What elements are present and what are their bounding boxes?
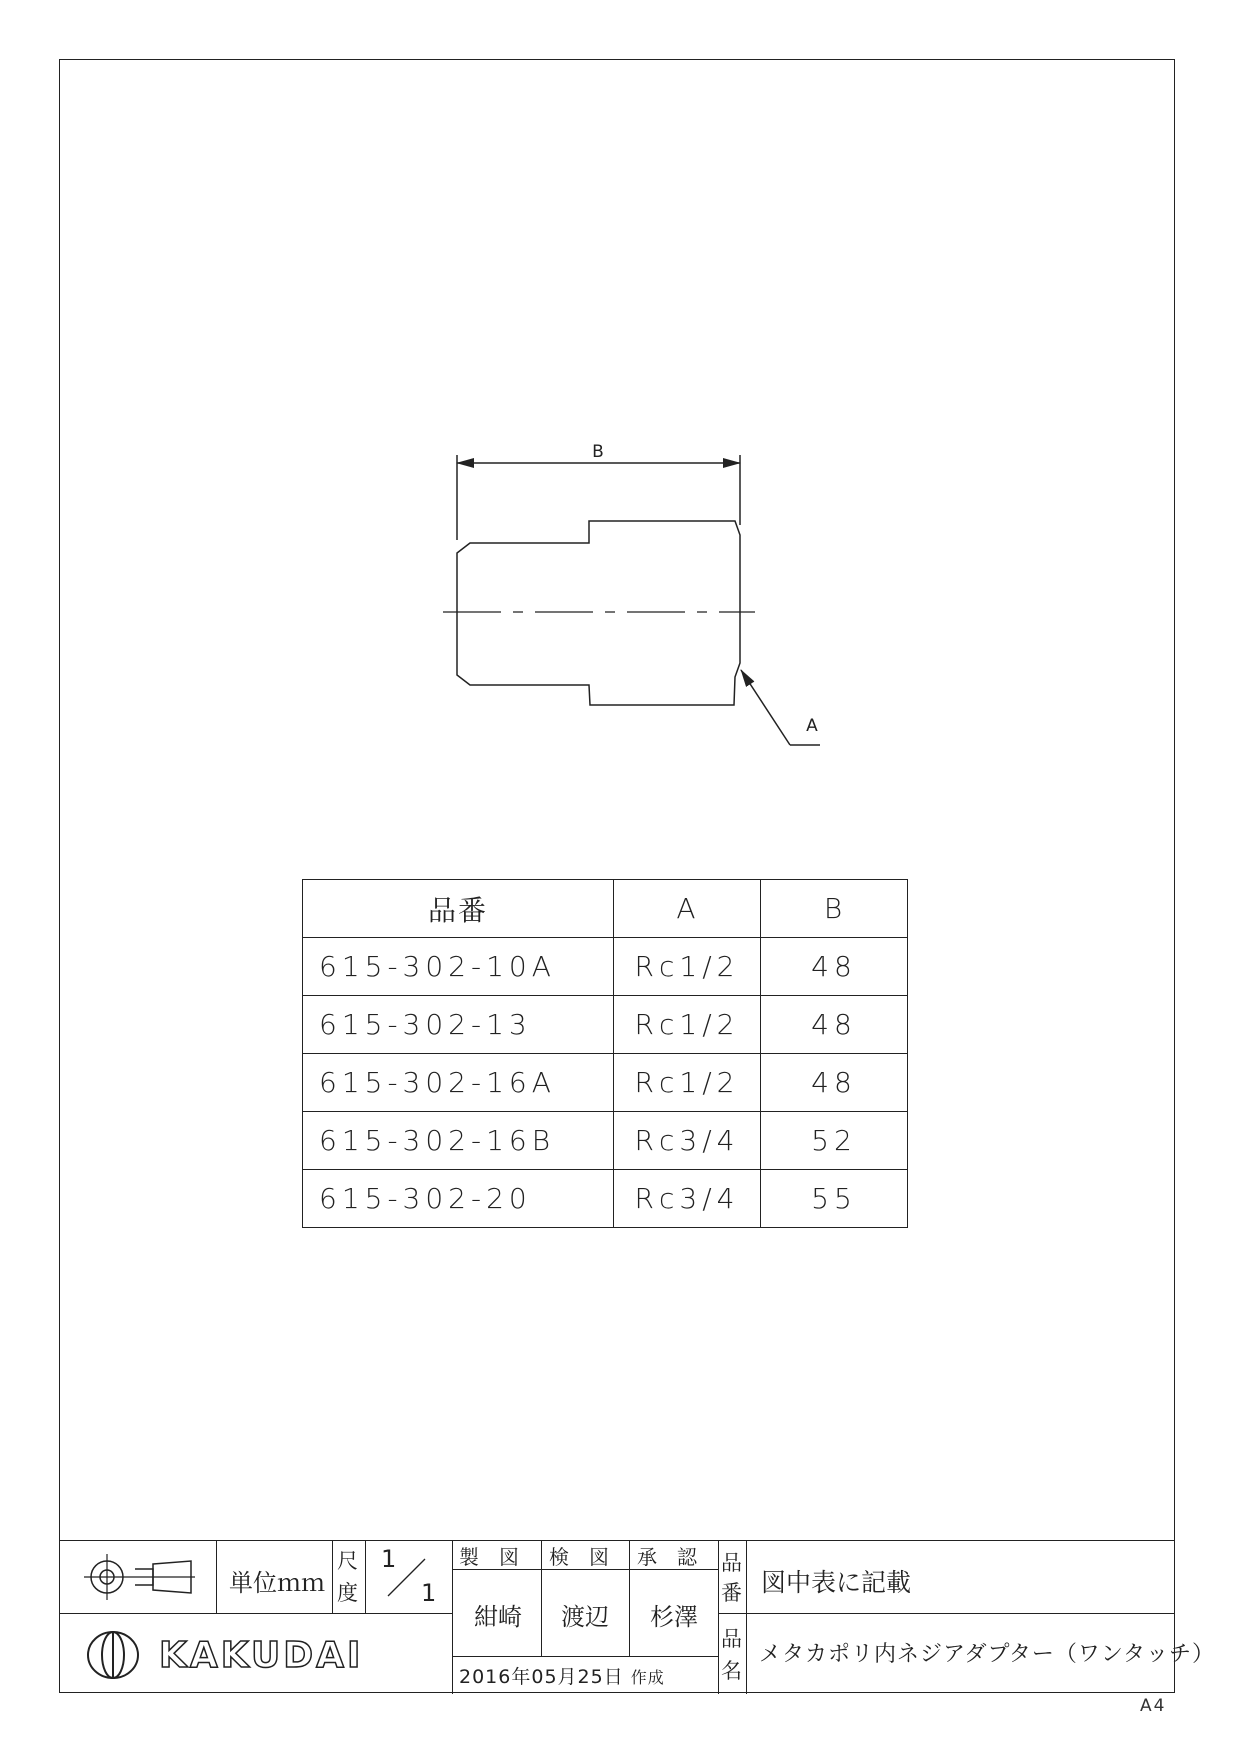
checked-label: 検 図: [549, 1545, 609, 1569]
cell-a: Rc1/2: [614, 1054, 761, 1112]
scale-label-1: 尺: [337, 1549, 358, 1573]
cell-part-no: 615-302-16B: [303, 1112, 614, 1170]
cell-a: Rc3/4: [614, 1112, 761, 1170]
header-part-no: 品番: [303, 880, 614, 938]
table-row: [303, 938, 908, 996]
cell-b: 48: [761, 1054, 908, 1112]
dimension-b-label: B: [592, 442, 604, 462]
drawn-label: 製 図: [459, 1545, 519, 1569]
drawn-by: 紺崎: [474, 1603, 522, 1631]
approved-label: 承 認: [637, 1545, 697, 1569]
approved-by: 杉澤: [650, 1603, 698, 1631]
company-name: KAKUDAI: [159, 1635, 364, 1676]
title-block: [59, 1540, 1216, 1693]
part-outline: [457, 521, 740, 705]
cell-a: Rc3/4: [614, 1170, 761, 1228]
cell-b: 48: [761, 996, 908, 1054]
cell-b: 52: [761, 1112, 908, 1170]
cell-part-no: 615-302-13: [303, 996, 614, 1054]
header-a: A: [614, 880, 761, 938]
cell-part-no: 615-302-10A: [303, 938, 614, 996]
leader-line-a: [741, 670, 790, 745]
scale-denominator: 1: [421, 1579, 437, 1607]
spec-table: [302, 879, 908, 1228]
header-b: B: [761, 880, 908, 938]
leader-a-label: A: [806, 716, 818, 736]
projection-symbol-icon: [79, 1551, 199, 1603]
table-row: [303, 996, 908, 1054]
table-row: [303, 1112, 908, 1170]
cell-part-no: 615-302-20: [303, 1170, 614, 1228]
table-row: [303, 1054, 908, 1112]
part-no-value: 図中表に記載: [761, 1568, 912, 1597]
scale-label-2: 度: [337, 1581, 358, 1605]
part-no-label-2: 番: [721, 1581, 742, 1605]
part-name-label-2: 名: [721, 1659, 742, 1683]
unit-label: 単位: [229, 1569, 277, 1597]
scale-numerator: 1: [381, 1545, 397, 1573]
table-header-row: [303, 880, 908, 938]
unit-value: ｍｍ: [277, 1569, 325, 1597]
sheet-size-label: A4: [1140, 1696, 1167, 1716]
company-logo-icon: [85, 1629, 141, 1681]
part-no-label-1: 品: [721, 1551, 742, 1575]
table-row: [303, 1170, 908, 1228]
date-text: 2016年05月25日: [459, 1666, 624, 1688]
cell-a: Rc1/2: [614, 938, 761, 996]
cell-b: 55: [761, 1170, 908, 1228]
cell-part-no: 615-302-16A: [303, 1054, 614, 1112]
part-name-label-1: 品: [721, 1627, 742, 1651]
cell-a: Rc1/2: [614, 996, 761, 1054]
cell-b: 48: [761, 938, 908, 996]
part-name-value: メタカポリ内ネジアダプター（ワンタッチ）: [759, 1642, 1216, 1667]
checked-by: 渡辺: [561, 1603, 609, 1631]
date-suffix: 作成: [630, 1668, 665, 1687]
